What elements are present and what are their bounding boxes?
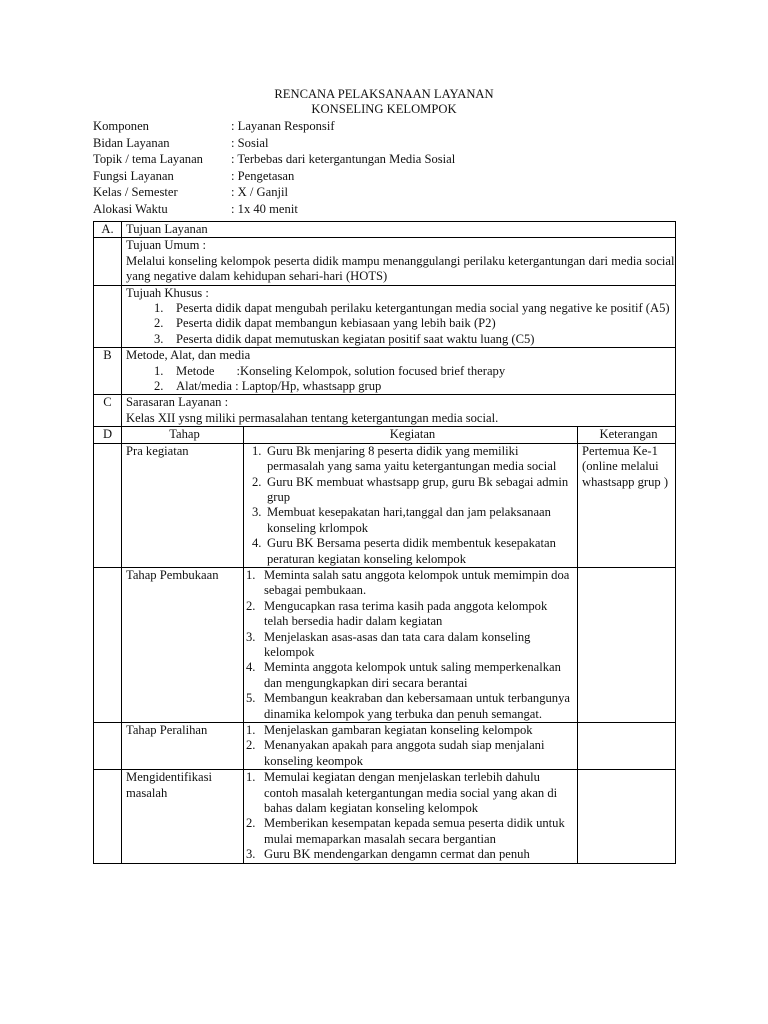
section-b-row xyxy=(94,348,676,395)
list-number: 3. xyxy=(154,331,164,346)
info-key: Topik / tema Layanan xyxy=(93,152,203,167)
section-heading: Metode, Alat, dan media xyxy=(126,348,251,363)
tahap-cell: Tahap Pembukaan xyxy=(122,567,244,722)
info-value: : X / Ganjil xyxy=(231,185,289,200)
keterangan-cell xyxy=(578,567,676,722)
section-heading: Tujuan Layanan xyxy=(122,222,676,238)
empty-cell xyxy=(94,443,122,567)
tujuan-khusus-cell xyxy=(122,285,676,348)
list-text: Memulai kegiatan dengan menjelaskan terlebih dahulu contoh masalah ketergantungan media social yang akan di bahas dalam kegiatan konseling kelompok xyxy=(264,770,558,816)
kegiatan-list xyxy=(246,568,573,722)
list-number: 1. xyxy=(246,723,256,737)
list-item xyxy=(246,738,573,769)
info-key: Bidan Layanan xyxy=(93,135,170,150)
list-item xyxy=(246,505,573,536)
list-item xyxy=(126,332,675,347)
sasaran-text: Kelas XII ysng miliki permasalahan tentang ketergantungan media social. xyxy=(126,410,499,425)
section-letter: B xyxy=(94,348,122,395)
tujuan-umum-text: Melalui konseling kelompok peserta didik mampu menanggulangi perilaku ketergantungan dari media social yang negative dalam kehidupan sehari-hari (HOTS) xyxy=(126,253,675,284)
keterangan-cell xyxy=(578,723,676,770)
list-text: Meminta salah satu anggota kelompok untuk memimpin doa sebagai pembukaan. xyxy=(264,567,570,598)
list-item xyxy=(126,301,675,316)
list-item xyxy=(126,316,675,331)
list-number: 2. xyxy=(246,598,256,613)
kegiatan-cell xyxy=(244,567,578,722)
info-key: Kelas / Semester xyxy=(93,185,178,200)
kegiatan-list xyxy=(246,444,573,567)
section-c-row xyxy=(94,395,676,427)
empty-cell xyxy=(94,770,122,863)
list-number: 4. xyxy=(252,536,262,551)
list-item xyxy=(246,475,573,506)
list-number: 1. xyxy=(154,363,164,378)
table-row xyxy=(94,723,676,770)
list-number: 1. xyxy=(246,770,256,785)
document-title xyxy=(0,87,768,118)
title-line-1: RENCANA PELAKSANAAN LAYANAN xyxy=(274,87,494,101)
tujuan-umum-cell xyxy=(122,238,676,285)
list-number: 4. xyxy=(246,660,256,675)
list-number: 2. xyxy=(154,316,164,331)
list-item xyxy=(246,691,573,722)
info-block xyxy=(93,119,675,219)
column-header-tahap: Tahap xyxy=(122,427,244,443)
list-text: Meminta anggota kelompok untuk saling memperkenalkan dan mengungkapkan diri secara berantai xyxy=(264,660,561,690)
list-number: 3. xyxy=(252,505,262,520)
keterangan-cell xyxy=(578,770,676,863)
list-text: Mengucapkan rasa terima kasih pada anggota kelompok telah bersedia hadir dalam kegiatan xyxy=(264,598,548,629)
info-key: Komponen xyxy=(93,119,149,133)
table-row xyxy=(94,567,676,722)
list-item xyxy=(246,444,573,475)
list-text: Alat/media : Laptop/Hp, whastsapp grup xyxy=(176,379,382,394)
list-item xyxy=(246,816,573,847)
info-key: Alokasi Waktu xyxy=(93,201,168,216)
list-item xyxy=(246,770,573,816)
list-item xyxy=(246,847,573,862)
list-number: 1. xyxy=(252,443,262,458)
list-item xyxy=(246,660,573,691)
info-key: Fungsi Layanan xyxy=(93,168,174,183)
tujuan-khusus-list xyxy=(126,301,675,347)
kegiatan-cell xyxy=(244,723,578,770)
table-row xyxy=(94,770,676,863)
list-number: 2. xyxy=(252,474,262,489)
plan-table xyxy=(93,221,676,864)
section-d-header-row xyxy=(94,427,676,443)
section-b-cell xyxy=(122,348,676,395)
list-text: Guru BK mendengarkan dengamn cermat dan penuh xyxy=(264,847,530,862)
tahap-cell: Tahap Peralihan xyxy=(122,723,244,770)
list-text: Menanyakan apakah para anggota sudah siap menjalani konseling keompok xyxy=(264,738,545,768)
tahap-cell: Mengidentifikasi masalah xyxy=(122,770,244,863)
list-item xyxy=(126,364,675,379)
list-item xyxy=(246,723,573,738)
list-text: Peserta didik dapat membangun kebiasaan yang lebih baik (P2) xyxy=(176,316,496,331)
list-text: Membangun keakraban dan kebersamaan untuk terbangunya dinamika kelompok yang terbuka dan penuh semangat. xyxy=(264,691,570,721)
kegiatan-cell xyxy=(244,770,578,863)
tahap-cell: Pra kegiatan xyxy=(122,443,244,567)
list-item xyxy=(246,536,573,567)
info-value: : Layanan Responsif xyxy=(231,119,335,133)
list-text: Membuat kesepakatan hari,tanggal dan jam pelaksanaan konseling krlompok xyxy=(267,505,551,535)
list-number: 5. xyxy=(246,691,256,706)
section-letter: C xyxy=(94,395,122,427)
section-a-heading-row xyxy=(94,222,676,238)
info-row xyxy=(93,202,675,219)
list-item xyxy=(246,630,573,661)
column-header-kegiatan: Kegiatan xyxy=(244,427,578,443)
empty-cell xyxy=(94,567,122,722)
kegiatan-list xyxy=(246,723,573,769)
title-line-2: KONSELING KELOMPOK xyxy=(311,102,457,117)
list-text: Guru BK membuat whastsapp grup, guru Bk sebagai admin grup xyxy=(267,474,569,504)
metode-list xyxy=(126,364,675,395)
list-text: Peserta didik dapat mengubah perilaku ketergantungan media social yang negative ke positif (A5) xyxy=(176,301,670,316)
tujuan-umum-row xyxy=(94,238,676,285)
info-row xyxy=(93,136,675,153)
kegiatan-cell xyxy=(244,443,578,567)
list-item xyxy=(246,568,573,599)
section-letter: A. xyxy=(94,222,122,238)
tujuan-khusus-row xyxy=(94,285,676,348)
list-text: Guru Bk menjaring 8 peserta didik yang memiliki permasalah yang sama yaitu ketergantungan media social xyxy=(267,443,557,474)
tujuan-umum-label: Tujuan Umum : xyxy=(126,238,207,253)
tujuan-khusus-label: Tujuah Khusus : xyxy=(126,285,209,300)
list-number: 3. xyxy=(246,847,256,862)
info-row xyxy=(93,169,675,186)
list-text: Menjelaskan gambaran kegiatan konseling kelompok xyxy=(264,723,533,737)
info-value: : Terbebas dari ketergantungan Media Sosial xyxy=(231,152,456,167)
list-number: 2. xyxy=(154,379,164,394)
list-number: 2. xyxy=(246,816,256,831)
info-row xyxy=(93,119,675,136)
list-text: Guru BK Bersama peserta didik membentuk kesepakatan peraturan kegiatan konseling kelompok xyxy=(267,536,556,566)
list-item xyxy=(126,379,675,394)
list-item xyxy=(246,599,573,630)
list-text: Memberikan kesempatan kepada semua peserta didik untuk mulai memaparkan masalah secara bergantian xyxy=(264,816,565,846)
section-c-cell xyxy=(122,395,676,427)
keterangan-cell: Pertemua Ke-1 (online melalui whastsapp grup ) xyxy=(578,443,676,567)
list-number: 1. xyxy=(246,567,256,582)
info-row xyxy=(93,185,675,202)
list-number: 3. xyxy=(246,629,256,644)
list-text: Menjelaskan asas-asas dan tata cara dalam konseling kelompok xyxy=(264,629,531,659)
empty-cell xyxy=(94,723,122,770)
list-text: Metode :Konseling Kelompok, solution focused brief therapy xyxy=(176,363,506,378)
kegiatan-list xyxy=(246,770,573,862)
table-row xyxy=(94,443,676,567)
column-header-keterangan: Keterangan xyxy=(578,427,676,443)
section-letter: D xyxy=(94,427,122,443)
info-value: : 1x 40 menit xyxy=(231,201,298,216)
section-heading: Sarasaran Layanan : xyxy=(126,395,229,410)
empty-cell xyxy=(94,285,122,348)
info-value: : Sosial xyxy=(231,135,269,150)
list-text: Peserta didik dapat memutuskan kegiatan positif saat waktu luang (C5) xyxy=(176,331,535,346)
empty-cell xyxy=(94,238,122,285)
info-value: : Pengetasan xyxy=(231,168,295,183)
info-row xyxy=(93,152,675,169)
list-number: 2. xyxy=(246,738,256,753)
list-number: 1. xyxy=(154,301,164,316)
